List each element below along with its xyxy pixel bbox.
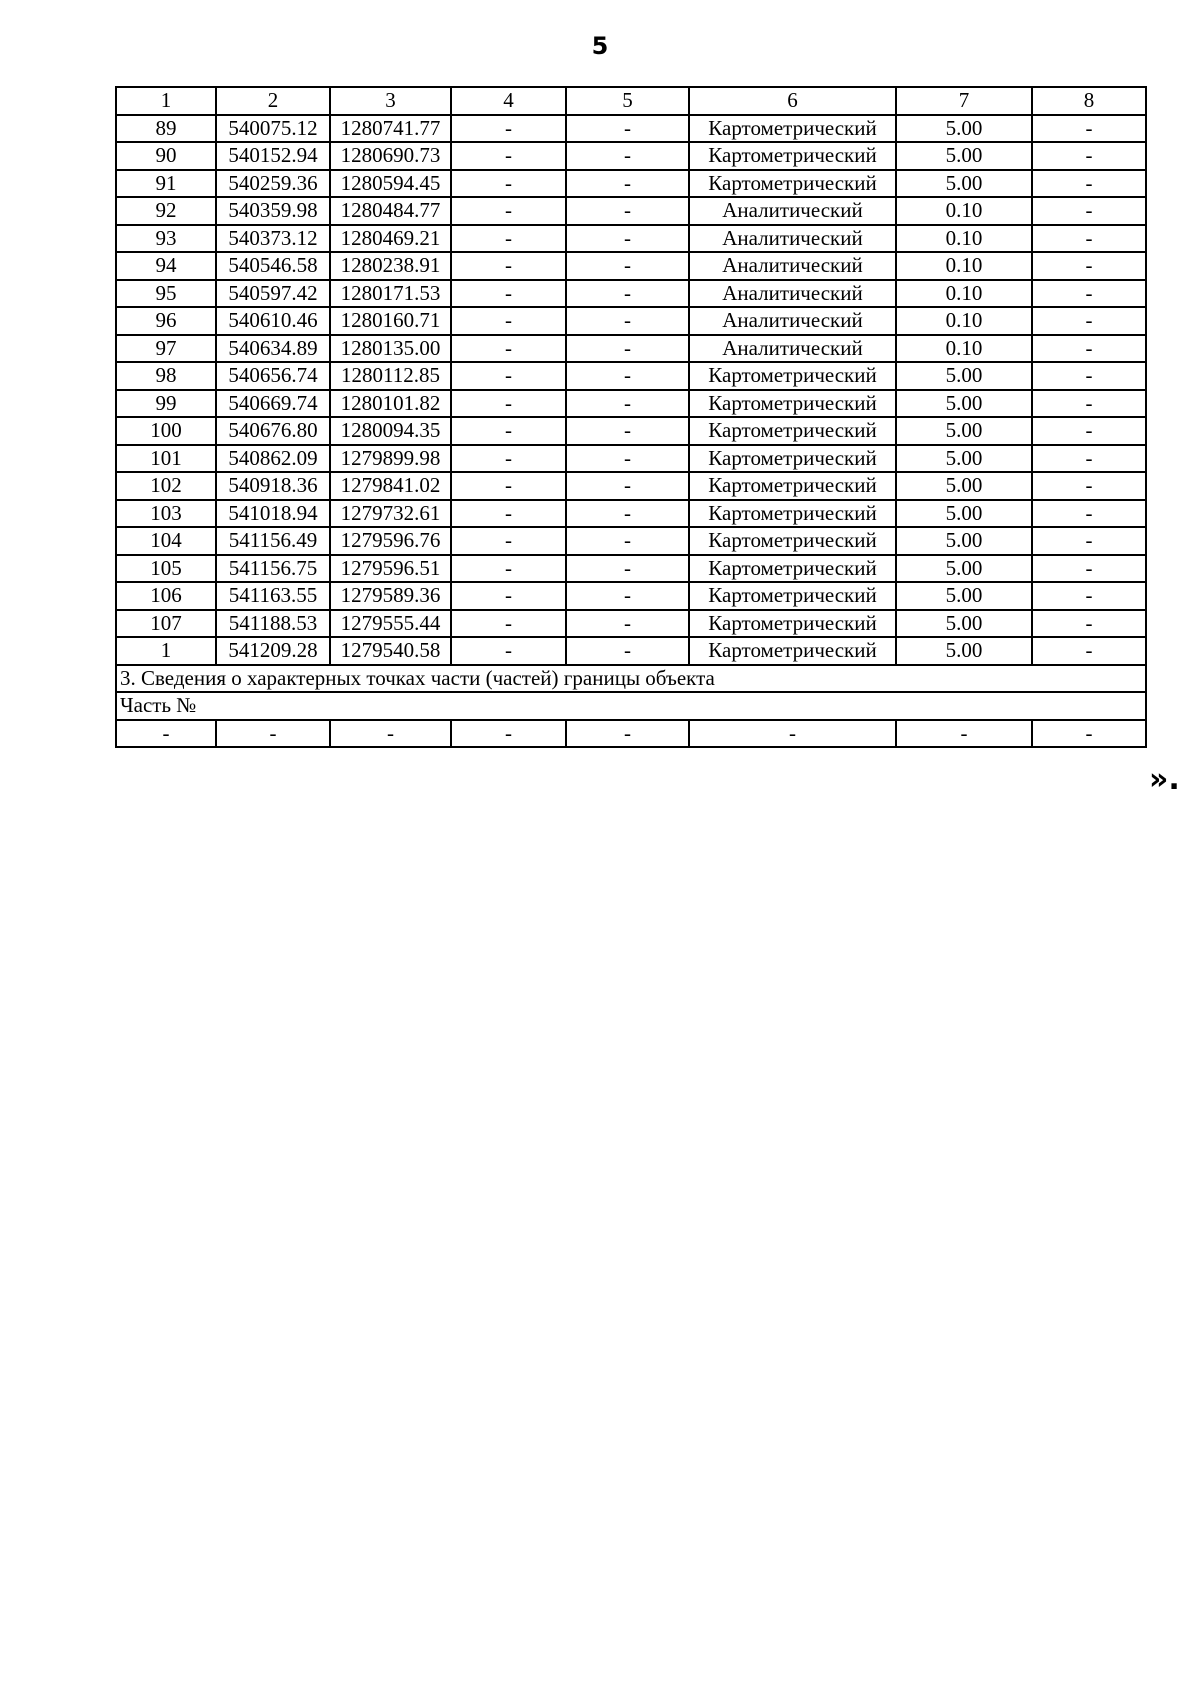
table-cell-col-3: 1279732.61 xyxy=(330,500,451,528)
table-cell-col-3: 1280135.00 xyxy=(330,335,451,363)
table-cell-col-8: - xyxy=(1032,555,1146,583)
table-cell-col-8: - xyxy=(1032,142,1146,170)
table-cell-col-5: 5 xyxy=(566,87,689,115)
table-cell-col-5: - xyxy=(566,335,689,363)
table-cell-col-3: 3 xyxy=(330,87,451,115)
table-cell-col-1: 104 xyxy=(116,527,216,555)
table-row xyxy=(116,170,1146,198)
table-cell-col-3: 1279589.36 xyxy=(330,582,451,610)
table-cell-col-7: 5.00 xyxy=(896,500,1032,528)
table-row xyxy=(116,472,1146,500)
table-cell-col-6: Аналитический xyxy=(689,335,896,363)
table-cell-col-5: - xyxy=(566,500,689,528)
table-cell-col-3: 1280112.85 xyxy=(330,362,451,390)
table-cell-col-8: - xyxy=(1032,252,1146,280)
table-cell-col-7: 5.00 xyxy=(896,417,1032,445)
table-row xyxy=(116,582,1146,610)
table-cell-col-7: 5.00 xyxy=(896,170,1032,198)
table-cell-col-1: 91 xyxy=(116,170,216,198)
table-row xyxy=(116,225,1146,253)
table-cell-col-7: 5.00 xyxy=(896,555,1032,583)
table-cell-col-1: 95 xyxy=(116,280,216,308)
table-cell-col-4: - xyxy=(451,170,566,198)
table-cell-col-4: - xyxy=(451,472,566,500)
table-cell-col-3: 1280238.91 xyxy=(330,252,451,280)
table-cell-col-6: 6 xyxy=(689,87,896,115)
table-cell-col-3: 1279555.44 xyxy=(330,610,451,638)
table-cell-col-6: - xyxy=(689,720,896,748)
table-cell-col-1: 1 xyxy=(116,637,216,665)
table-row xyxy=(116,252,1146,280)
boundary-points-table xyxy=(115,86,1147,748)
table-row xyxy=(116,307,1146,335)
table-cell-col-1: 107 xyxy=(116,610,216,638)
table-cell-col-4: - xyxy=(451,417,566,445)
table-cell-col-2: 540656.74 xyxy=(216,362,330,390)
table-cell-col-1: 92 xyxy=(116,197,216,225)
table-cell-col-3: 1279596.76 xyxy=(330,527,451,555)
table-cell-col-7: 7 xyxy=(896,87,1032,115)
table-cell-col-5: - xyxy=(566,555,689,583)
table-cell-col-3: 1279841.02 xyxy=(330,472,451,500)
table-cell-col-1: 90 xyxy=(116,142,216,170)
table-cell-col-4: - xyxy=(451,527,566,555)
table-cell-col-1: 94 xyxy=(116,252,216,280)
table-cell-col-1: 1 xyxy=(116,87,216,115)
table-cell-col-4: - xyxy=(451,252,566,280)
table-cell-col-6: Картометрический xyxy=(689,637,896,665)
table-cell-col-7: 5.00 xyxy=(896,142,1032,170)
table-cell-col-2: 540634.89 xyxy=(216,335,330,363)
table-cell-col-7: 0.10 xyxy=(896,307,1032,335)
table-cell-col-5: - xyxy=(566,445,689,473)
table-cell-col-3: 1280469.21 xyxy=(330,225,451,253)
table-cell-col-1: 97 xyxy=(116,335,216,363)
part-label-row xyxy=(116,692,1146,720)
table-cell-col-2: 540359.98 xyxy=(216,197,330,225)
table-cell-col-7: 0.10 xyxy=(896,197,1032,225)
table-cell-col-6: Картометрический xyxy=(689,115,896,143)
table-cell-col-6: Картометрический xyxy=(689,472,896,500)
table-cell-col-4: - xyxy=(451,582,566,610)
table-cell-col-5: - xyxy=(566,472,689,500)
table-cell-col-6: Картометрический xyxy=(689,390,896,418)
table-cell-col-1: 93 xyxy=(116,225,216,253)
table-cell-col-8: - xyxy=(1032,610,1146,638)
table-cell-col-1: 106 xyxy=(116,582,216,610)
table-cell-col-5: - xyxy=(566,197,689,225)
table-cell-col-2: 541188.53 xyxy=(216,610,330,638)
table-cell-col-8: - xyxy=(1032,335,1146,363)
table-cell-col-5: - xyxy=(566,637,689,665)
table-cell-col-6: Картометрический xyxy=(689,445,896,473)
table-cell-col-2: 540259.36 xyxy=(216,170,330,198)
table-cell-col-7: - xyxy=(896,720,1032,748)
table-cell-col-8: - xyxy=(1032,582,1146,610)
table-cell-col-1: 103 xyxy=(116,500,216,528)
section-title: 3. Сведения о характерных точках части (частей) границы объекта xyxy=(116,665,1146,693)
table-cell-col-2: 541156.75 xyxy=(216,555,330,583)
table-cell-col-8: 8 xyxy=(1032,87,1146,115)
table-cell-col-6: Аналитический xyxy=(689,307,896,335)
table-cell-col-6: Картометрический xyxy=(689,500,896,528)
table-row xyxy=(116,637,1146,665)
table-cell-col-4: - xyxy=(451,307,566,335)
table-cell-col-4: - xyxy=(451,362,566,390)
table-cell-col-2: 540918.36 xyxy=(216,472,330,500)
table-cell-col-5: - xyxy=(566,362,689,390)
table-row xyxy=(116,445,1146,473)
table-cell-col-7: 5.00 xyxy=(896,115,1032,143)
table-cell-col-7: 5.00 xyxy=(896,362,1032,390)
table-cell-col-2: 541156.49 xyxy=(216,527,330,555)
table-cell-col-3: 1279540.58 xyxy=(330,637,451,665)
table-cell-col-8: - xyxy=(1032,500,1146,528)
table-cell-col-1: 102 xyxy=(116,472,216,500)
table-cell-col-2: - xyxy=(216,720,330,748)
table-cell-col-4: - xyxy=(451,445,566,473)
table-cell-col-4: - xyxy=(451,280,566,308)
table-cell-col-6: Картометрический xyxy=(689,555,896,583)
table-row xyxy=(116,197,1146,225)
table-cell-col-6: Картометрический xyxy=(689,142,896,170)
table-row xyxy=(116,610,1146,638)
table-cell-col-2: 540610.46 xyxy=(216,307,330,335)
table-cell-col-4: - xyxy=(451,115,566,143)
table-row xyxy=(116,335,1146,363)
table-cell-col-3: 1280594.45 xyxy=(330,170,451,198)
table-cell-col-5: - xyxy=(566,390,689,418)
table-cell-col-3: 1280160.71 xyxy=(330,307,451,335)
table-cell-col-3: 1279899.98 xyxy=(330,445,451,473)
table-cell-col-5: - xyxy=(566,252,689,280)
part-label: Часть № xyxy=(116,692,1146,720)
table-cell-col-3: 1280690.73 xyxy=(330,142,451,170)
table-cell-col-5: - xyxy=(566,307,689,335)
table-header-row xyxy=(116,87,1146,115)
table-cell-col-7: 5.00 xyxy=(896,472,1032,500)
table-row xyxy=(116,527,1146,555)
table-cell-col-5: - xyxy=(566,582,689,610)
table-cell-col-4: - xyxy=(451,197,566,225)
table-row xyxy=(116,115,1146,143)
table-cell-col-8: - xyxy=(1032,445,1146,473)
table-cell-col-2: 540546.58 xyxy=(216,252,330,280)
table-cell-col-5: - xyxy=(566,720,689,748)
table-cell-col-2: 540862.09 xyxy=(216,445,330,473)
table-cell-col-2: 540597.42 xyxy=(216,280,330,308)
table-cell-col-7: 0.10 xyxy=(896,280,1032,308)
table-cell-col-3: 1280094.35 xyxy=(330,417,451,445)
table-cell-col-8: - xyxy=(1032,225,1146,253)
table-cell-col-7: 0.10 xyxy=(896,225,1032,253)
section-title-row xyxy=(116,665,1146,693)
empty-part-row xyxy=(116,720,1146,748)
table-cell-col-8: - xyxy=(1032,170,1146,198)
table-cell-col-7: 0.10 xyxy=(896,252,1032,280)
table-cell-col-8: - xyxy=(1032,472,1146,500)
table-cell-col-6: Аналитический xyxy=(689,252,896,280)
table-cell-col-6: Картометрический xyxy=(689,417,896,445)
table-cell-col-4: 4 xyxy=(451,87,566,115)
table-cell-col-4: - xyxy=(451,720,566,748)
table-cell-col-1: 101 xyxy=(116,445,216,473)
table-cell-col-2: 2 xyxy=(216,87,330,115)
table-cell-col-4: - xyxy=(451,142,566,170)
table-cell-col-6: Картометрический xyxy=(689,610,896,638)
table-cell-col-4: - xyxy=(451,637,566,665)
table-cell-col-8: - xyxy=(1032,417,1146,445)
table-cell-col-2: 541018.94 xyxy=(216,500,330,528)
table-cell-col-6: Аналитический xyxy=(689,280,896,308)
table-cell-col-1: - xyxy=(116,720,216,748)
table-row xyxy=(116,142,1146,170)
table-cell-col-8: - xyxy=(1032,307,1146,335)
table-row xyxy=(116,362,1146,390)
table-cell-col-5: - xyxy=(566,142,689,170)
table-cell-col-8: - xyxy=(1032,362,1146,390)
table-cell-col-1: 105 xyxy=(116,555,216,583)
table-cell-col-5: - xyxy=(566,280,689,308)
table-cell-col-7: 0.10 xyxy=(896,335,1032,363)
table-cell-col-6: Картометрический xyxy=(689,170,896,198)
table-cell-col-8: - xyxy=(1032,280,1146,308)
table-cell-col-6: Картометрический xyxy=(689,582,896,610)
table-cell-col-8: - xyxy=(1032,390,1146,418)
table-cell-col-6: Аналитический xyxy=(689,225,896,253)
table-cell-col-3: 1280741.77 xyxy=(330,115,451,143)
table-cell-col-5: - xyxy=(566,225,689,253)
closing-quote-mark: ». xyxy=(1149,762,1180,797)
table-cell-col-4: - xyxy=(451,610,566,638)
table-cell-col-2: 540152.94 xyxy=(216,142,330,170)
table-cell-col-4: - xyxy=(451,555,566,583)
table-cell-col-5: - xyxy=(566,610,689,638)
table-row xyxy=(116,555,1146,583)
table-cell-col-3: - xyxy=(330,720,451,748)
table-cell-col-5: - xyxy=(566,115,689,143)
table-cell-col-6: Аналитический xyxy=(689,197,896,225)
table-cell-col-4: - xyxy=(451,500,566,528)
table-cell-col-6: Картометрический xyxy=(689,362,896,390)
table-cell-col-1: 99 xyxy=(116,390,216,418)
table-cell-col-8: - xyxy=(1032,637,1146,665)
table-cell-col-2: 541209.28 xyxy=(216,637,330,665)
table-cell-col-3: 1279596.51 xyxy=(330,555,451,583)
table-cell-col-7: 5.00 xyxy=(896,582,1032,610)
table-cell-col-3: 1280171.53 xyxy=(330,280,451,308)
table-cell-col-4: - xyxy=(451,390,566,418)
page-number: 5 xyxy=(591,32,609,60)
table-cell-col-5: - xyxy=(566,170,689,198)
table-cell-col-7: 5.00 xyxy=(896,390,1032,418)
table-row xyxy=(116,280,1146,308)
table-cell-col-7: 5.00 xyxy=(896,527,1032,555)
table-cell-col-3: 1280101.82 xyxy=(330,390,451,418)
table-cell-col-8: - xyxy=(1032,527,1146,555)
table-cell-col-2: 540676.80 xyxy=(216,417,330,445)
table-cell-col-4: - xyxy=(451,335,566,363)
table-cell-col-2: 540075.12 xyxy=(216,115,330,143)
table-row xyxy=(116,390,1146,418)
table-cell-col-1: 96 xyxy=(116,307,216,335)
table-body xyxy=(116,87,1146,747)
table-cell-col-5: - xyxy=(566,527,689,555)
table-cell-col-5: - xyxy=(566,417,689,445)
table-cell-col-2: 541163.55 xyxy=(216,582,330,610)
table-cell-col-6: Картометрический xyxy=(689,527,896,555)
table-cell-col-4: - xyxy=(451,225,566,253)
table-cell-col-1: 98 xyxy=(116,362,216,390)
table-cell-col-1: 89 xyxy=(116,115,216,143)
table-cell-col-1: 100 xyxy=(116,417,216,445)
table-cell-col-8: - xyxy=(1032,197,1146,225)
table-row xyxy=(116,417,1146,445)
table-cell-col-7: 5.00 xyxy=(896,637,1032,665)
table-cell-col-7: 5.00 xyxy=(896,610,1032,638)
table-row xyxy=(116,500,1146,528)
table-cell-col-2: 540669.74 xyxy=(216,390,330,418)
table-cell-col-7: 5.00 xyxy=(896,445,1032,473)
table-cell-col-2: 540373.12 xyxy=(216,225,330,253)
table-cell-col-8: - xyxy=(1032,115,1146,143)
table-cell-col-8: - xyxy=(1032,720,1146,748)
table-cell-col-3: 1280484.77 xyxy=(330,197,451,225)
